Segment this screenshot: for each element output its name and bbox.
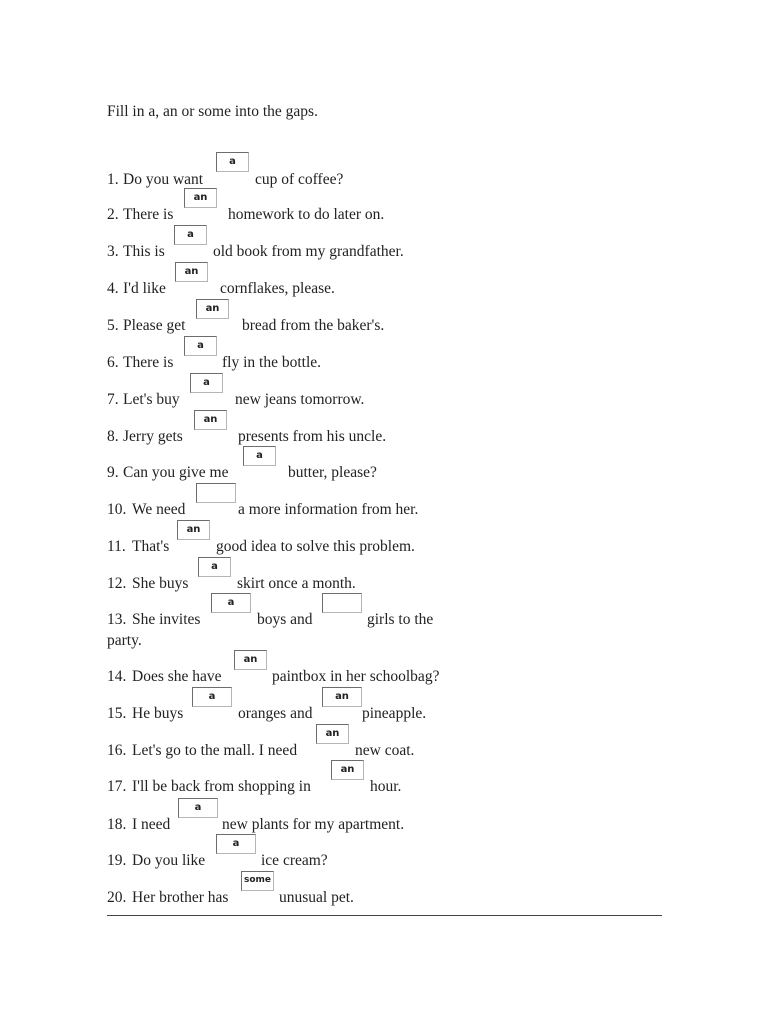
- exercise-number: 7.: [107, 391, 119, 408]
- exercise-text: hour.: [370, 778, 402, 795]
- exercise-text: new plants for my apartment.: [222, 816, 405, 833]
- answer-gap-input[interactable]: [192, 687, 232, 707]
- answer-gap-input[interactable]: [216, 834, 256, 854]
- exercise-text: cup of coffee?: [255, 171, 344, 188]
- exercise-number: 4.: [107, 280, 119, 297]
- answer-gap-input[interactable]: [322, 593, 362, 613]
- answer-gap-input[interactable]: [178, 798, 218, 818]
- exercise-number: 15.: [107, 705, 127, 722]
- exercise-text: Can you give me: [123, 464, 229, 481]
- exercise-text: We need: [132, 501, 186, 518]
- answer-gap-input[interactable]: [177, 520, 210, 540]
- answer-value: an: [205, 303, 220, 314]
- answer-value: a: [208, 691, 216, 702]
- exercise-number: 14.: [107, 668, 127, 685]
- exercise-text: There is: [123, 354, 174, 371]
- exercise-text: girls to the: [367, 611, 434, 628]
- exercise-number: 20.: [107, 889, 127, 906]
- answer-value: some: [243, 875, 272, 885]
- answer-gap-input[interactable]: [316, 724, 349, 744]
- exercise-text-continuation: party.: [107, 632, 142, 649]
- exercise-text: Does she have: [132, 668, 222, 685]
- exercise-text: old book from my grandfather.: [213, 243, 404, 260]
- answer-value: a: [232, 838, 240, 849]
- answer-value: an: [193, 192, 208, 203]
- exercise-text: That's: [132, 538, 170, 555]
- answer-gap-input[interactable]: [211, 593, 251, 613]
- answer-gap-input[interactable]: [198, 557, 231, 577]
- instructions-text: Fill in a, an or some into the gaps.: [107, 103, 318, 120]
- answer-gap-input[interactable]: [216, 152, 249, 172]
- exercise-text: good idea to solve this problem.: [216, 538, 415, 555]
- answer-gap-input[interactable]: [243, 446, 276, 466]
- answer-value: a: [256, 450, 263, 461]
- answer-gap-input[interactable]: [174, 225, 207, 245]
- exercise-text: Let's go to the mall. I need: [132, 742, 298, 759]
- exercise-text: butter, please?: [288, 464, 377, 481]
- exercise-text: Do you want: [123, 171, 204, 188]
- exercise-text: This is: [123, 243, 165, 260]
- exercise-text: I'll be back from shopping in: [132, 778, 311, 795]
- exercise-text: fly in the bottle.: [222, 354, 322, 371]
- answer-value: a: [194, 802, 202, 813]
- answer-value: an: [325, 728, 340, 739]
- exercise-number: 3.: [107, 243, 119, 260]
- exercise-number: 17.: [107, 778, 127, 795]
- exercise-number: 1.: [107, 171, 119, 188]
- answer-value: a: [227, 597, 235, 608]
- exercise-number: 19.: [107, 852, 127, 869]
- bottom-divider-line: [107, 915, 662, 916]
- answer-value: a: [229, 156, 236, 167]
- answer-gap-input[interactable]: [234, 650, 267, 670]
- exercise-text: There is: [123, 206, 174, 223]
- exercise-text: bread from the baker's.: [242, 317, 385, 334]
- answer-value: an: [243, 654, 258, 665]
- exercise-text: Let's buy: [123, 391, 180, 408]
- exercise-number: 16.: [107, 742, 127, 759]
- answer-gap-input[interactable]: [331, 760, 364, 780]
- exercise-number: 18.: [107, 816, 127, 833]
- exercise-number: 13.: [107, 611, 127, 628]
- exercise-text: cornflakes, please.: [220, 280, 335, 297]
- exercise-number: 12.: [107, 575, 127, 592]
- exercise-text: a more information from her.: [238, 501, 419, 518]
- exercise-text: Please get: [123, 317, 186, 334]
- exercise-number: 11.: [107, 538, 126, 555]
- answer-gap-input[interactable]: [184, 188, 217, 208]
- exercise-text: boys and: [257, 611, 313, 628]
- answer-gap-input[interactable]: [175, 262, 208, 282]
- answer-value: an: [203, 414, 218, 425]
- answer-gap-input[interactable]: [241, 871, 274, 891]
- exercise-text: presents from his uncle.: [238, 428, 387, 445]
- exercise-text: Do you like: [132, 852, 206, 869]
- exercise-text: skirt once a month.: [237, 575, 356, 592]
- exercise-text: I need: [132, 816, 171, 833]
- exercise-text: paintbox in her schoolbag?: [272, 668, 440, 685]
- answer-gap-input[interactable]: [196, 483, 236, 503]
- exercise-text: He buys: [132, 705, 184, 722]
- answer-value: a: [211, 561, 218, 572]
- answer-value: an: [184, 266, 199, 277]
- answer-value: an: [335, 691, 349, 702]
- answer-gap-input[interactable]: [322, 687, 362, 707]
- exercise-text: I'd like: [123, 280, 166, 297]
- answer-gap-input[interactable]: [194, 410, 227, 430]
- answer-value: a: [197, 340, 204, 351]
- exercise-number: 2.: [107, 206, 119, 223]
- exercise-text: new jeans tomorrow.: [235, 391, 365, 408]
- exercise-number: 9.: [107, 464, 119, 481]
- exercise-text: unusual pet.: [279, 889, 354, 906]
- exercise-text: new coat.: [355, 742, 415, 759]
- exercise-text: Jerry gets: [123, 428, 183, 445]
- answer-value: an: [186, 524, 201, 535]
- exercise-text: She buys: [132, 575, 189, 592]
- exercise-text: homework to do later on.: [228, 206, 385, 223]
- answer-gap-input[interactable]: [190, 373, 223, 393]
- answer-gap-input[interactable]: [196, 299, 229, 319]
- exercise-text: Her brother has: [132, 889, 229, 906]
- answer-gap-input[interactable]: [184, 336, 217, 356]
- exercise-number: 8.: [107, 428, 119, 445]
- exercise-number: 5.: [107, 317, 119, 334]
- exercise-number: 6.: [107, 354, 119, 371]
- exercise-number: 10.: [107, 501, 127, 518]
- answer-value: a: [187, 229, 194, 240]
- answer-value: a: [203, 377, 210, 388]
- exercise-text: oranges and: [238, 705, 313, 722]
- exercise-text: She invites: [132, 611, 201, 628]
- answer-value: an: [340, 764, 355, 775]
- exercise-text: pineapple.: [362, 705, 427, 722]
- exercise-text: ice cream?: [261, 852, 328, 869]
